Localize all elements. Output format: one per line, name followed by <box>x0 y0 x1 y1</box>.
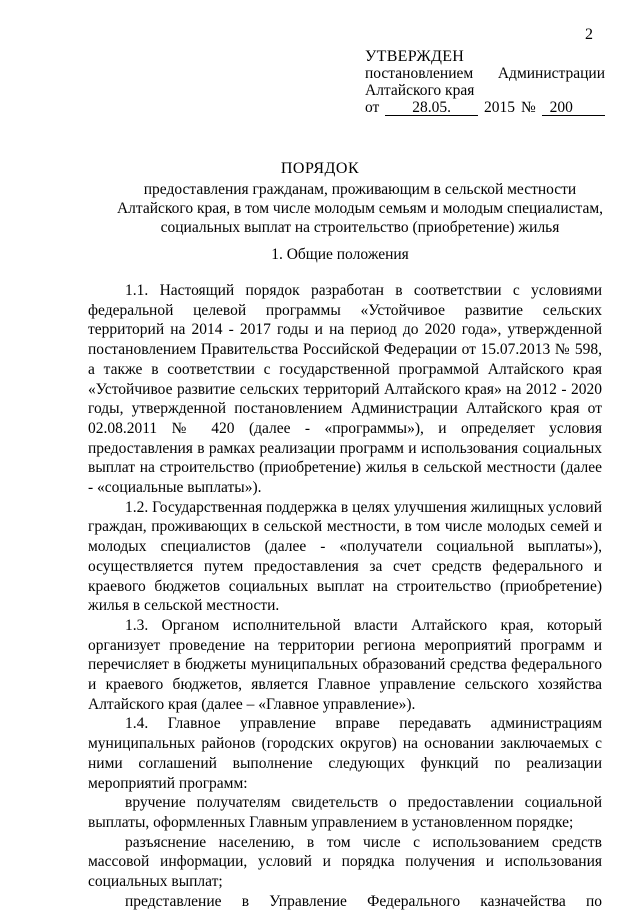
section-heading: 1. Общие положения <box>271 246 409 263</box>
function-item: представление в Управление Федерального казначейства по <box>125 892 602 910</box>
function-item: вручение получателям свидетельств о предоставлении социальной выплаты, оформленных Главным управлением в установленном порядке; <box>88 794 602 831</box>
approval-line2: Алтайского края <box>365 82 475 99</box>
number-sign: № <box>520 99 536 116</box>
approval-year: 2015 <box>484 99 516 116</box>
approval-date: 28.05. <box>385 100 478 116</box>
page-number: 2 <box>585 26 593 43</box>
approval-title: УТВЕРЖДЕН <box>365 48 465 65</box>
approval-date-line <box>365 99 605 116</box>
function-item: разъяснение населению, в том числе с использованием средств массовой информации, условий и порядка получения и использования социальных выплат; <box>88 833 602 891</box>
approval-line1-right: Администрации <box>497 65 605 82</box>
approval-number: 200 <box>542 100 605 116</box>
paragraph-1-2: 1.2. Государственная поддержка в целях улучшения жилищных условий граждан, проживающих в сельской местности, в том числе молодых семей и молодых специалистов (далее - «получатели социальной выплаты»), осуществляется путем предоставления за счет средств федерального и краевого бюджетов социальных выплат на строительство (приобретение) жилья в сельской местности. <box>88 498 602 615</box>
paragraph-1-1: 1.1. Настоящий порядок разработан в соответствии с условиями федеральной целевой программы «Устойчивое развитие сельских территорий на 2014 - 2017 годы и на период до 2020 года», утвержденной постановлением Правительства Российской Федерации от 15.07.2013 № 598, а также в соответствии с государственной программой Алтайского края «Устойчивое развитие сельских территорий Алтайского края» на 2012 - 2020 годы, утвержденной постановлением Администрации Алтайского края от 02.08.2011 № 420 (далее - «программы»), и определяет условия предоставления в рамках реализации программ и использования социальных выплат на строительство (приобретение) жилья в сельской местности (далее - «социальные выплаты»). <box>88 282 602 497</box>
paragraph-1-4: 1.4. Главное управление вправе передавать администрациям муниципальных районов (городских округов) на основании заключаемых с ними соглашений выполнение следующих функций по реализации мероприятий программ: <box>88 715 602 792</box>
paragraph-1-3: 1.3. Органом исполнительной власти Алтайского края, который организует проведение на территории региона мероприятий программ и перечисляет в бюджеты муниципальных образований средства федерального и краевого бюджетов, является Главное управление сельского хозяйства Алтайского края (далее – «Главное управление»). <box>88 616 602 713</box>
approval-line1-left: постановлением <box>365 65 474 82</box>
approval-line <box>365 65 605 82</box>
document-body <box>88 281 602 912</box>
date-prefix: от <box>365 99 380 116</box>
document-title: ПОРЯДОК <box>280 160 360 177</box>
approval-stamp <box>365 48 605 116</box>
document-subtitle: предоставления гражданам, проживающим в сельской местности Алтайского края, в том числе молодым семьям и молодым специалистам, социальных выплат на строительство (приобретение) жилья <box>116 181 604 236</box>
